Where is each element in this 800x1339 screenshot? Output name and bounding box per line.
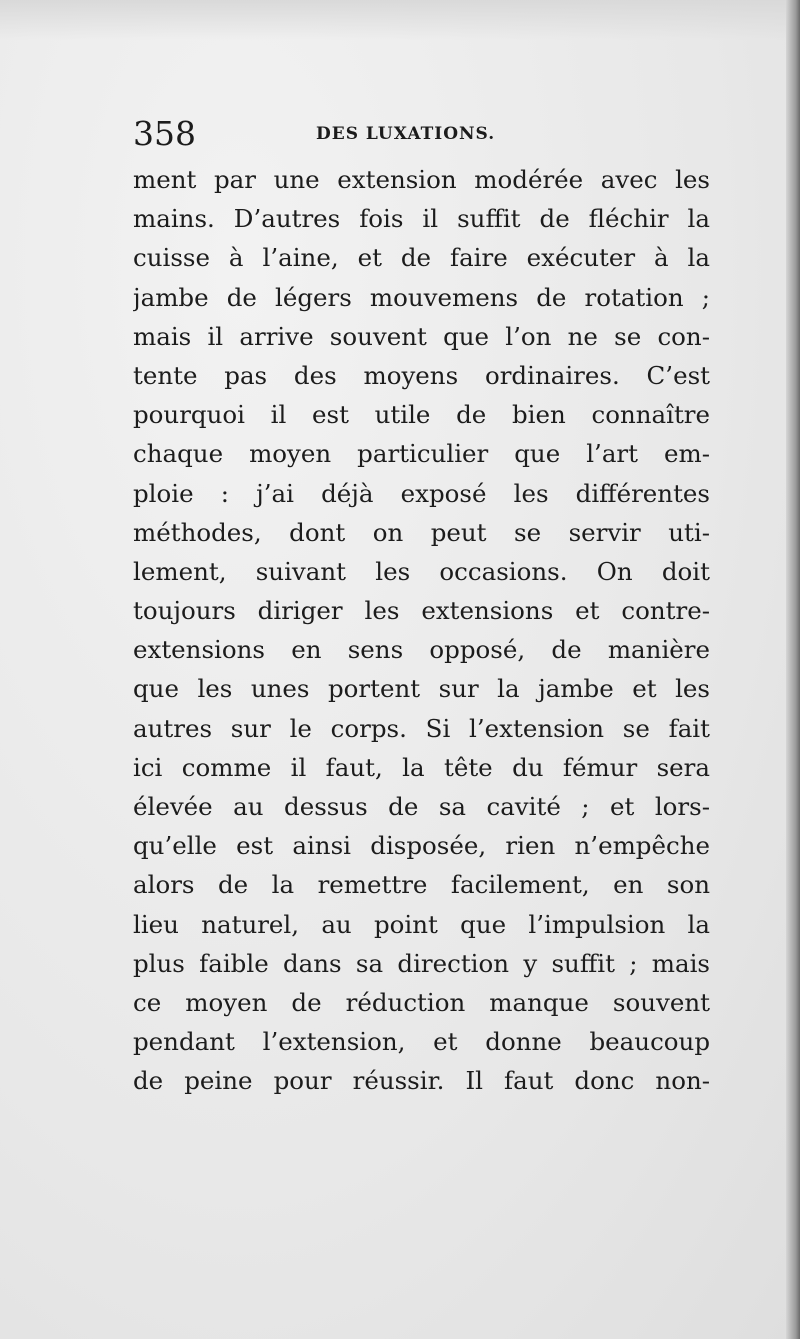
page-number: 358 xyxy=(133,114,196,153)
text-line: pourquoi il est utile de bien connaître xyxy=(133,400,710,430)
text-line: mains. D’autres fois il suffit de fléchir la xyxy=(133,204,710,234)
text-line: extensions en sens opposé, de manière xyxy=(133,635,710,665)
text-line: ment par une extension modérée avec les xyxy=(133,165,710,194)
text-line: plus faible dans sa direction y suffit ; mais xyxy=(133,948,710,978)
page-header xyxy=(133,112,723,156)
text-line: de peine pour réussir. Il faut donc non- xyxy=(133,1066,710,1096)
text-line: autres sur le corps. Si l’extension se fait xyxy=(133,713,710,743)
body-text xyxy=(133,160,710,1101)
page-top-shadow xyxy=(0,0,800,40)
text-line: méthodes, dont on peut se servir uti- xyxy=(133,517,710,547)
text-line: ce moyen de réduction manque souvent xyxy=(133,987,710,1017)
text-line: chaque moyen particulier que l’art em- xyxy=(133,439,710,469)
page-binding-edge xyxy=(786,0,800,1339)
text-line: que les unes portent sur la jambe et les xyxy=(133,674,710,704)
text-line: pendant l’extension, et donne beaucoup xyxy=(133,1027,710,1057)
text-line: mais il arrive souvent que l’on ne se con- xyxy=(133,321,710,351)
text-line: qu’elle est ainsi disposée, rien n’empêche xyxy=(133,831,710,861)
text-line: lement, suivant les occasions. On doit xyxy=(133,556,710,586)
text-line: ici comme il faut, la tête du fémur sera xyxy=(133,752,710,782)
text-line: jambe de légers mouvemens de rotation ; xyxy=(133,282,710,312)
text-line: toujours diriger les extensions et contre- xyxy=(133,596,710,626)
text-line: lieu naturel, au point que l’impulsion la xyxy=(133,909,710,939)
text-line: ploie : j’ai déjà exposé les différentes xyxy=(133,478,710,508)
text-line: alors de la remettre facilement, en son xyxy=(133,870,710,900)
text-line: tente pas des moyens ordinaires. C’est xyxy=(133,360,710,390)
running-head: DES LUXATIONS. xyxy=(316,124,496,144)
text-line: élevée au dessus de sa cavité ; et lors- xyxy=(133,792,710,821)
text-line: cuisse à l’aine, et de faire exécuter à la xyxy=(133,243,710,273)
